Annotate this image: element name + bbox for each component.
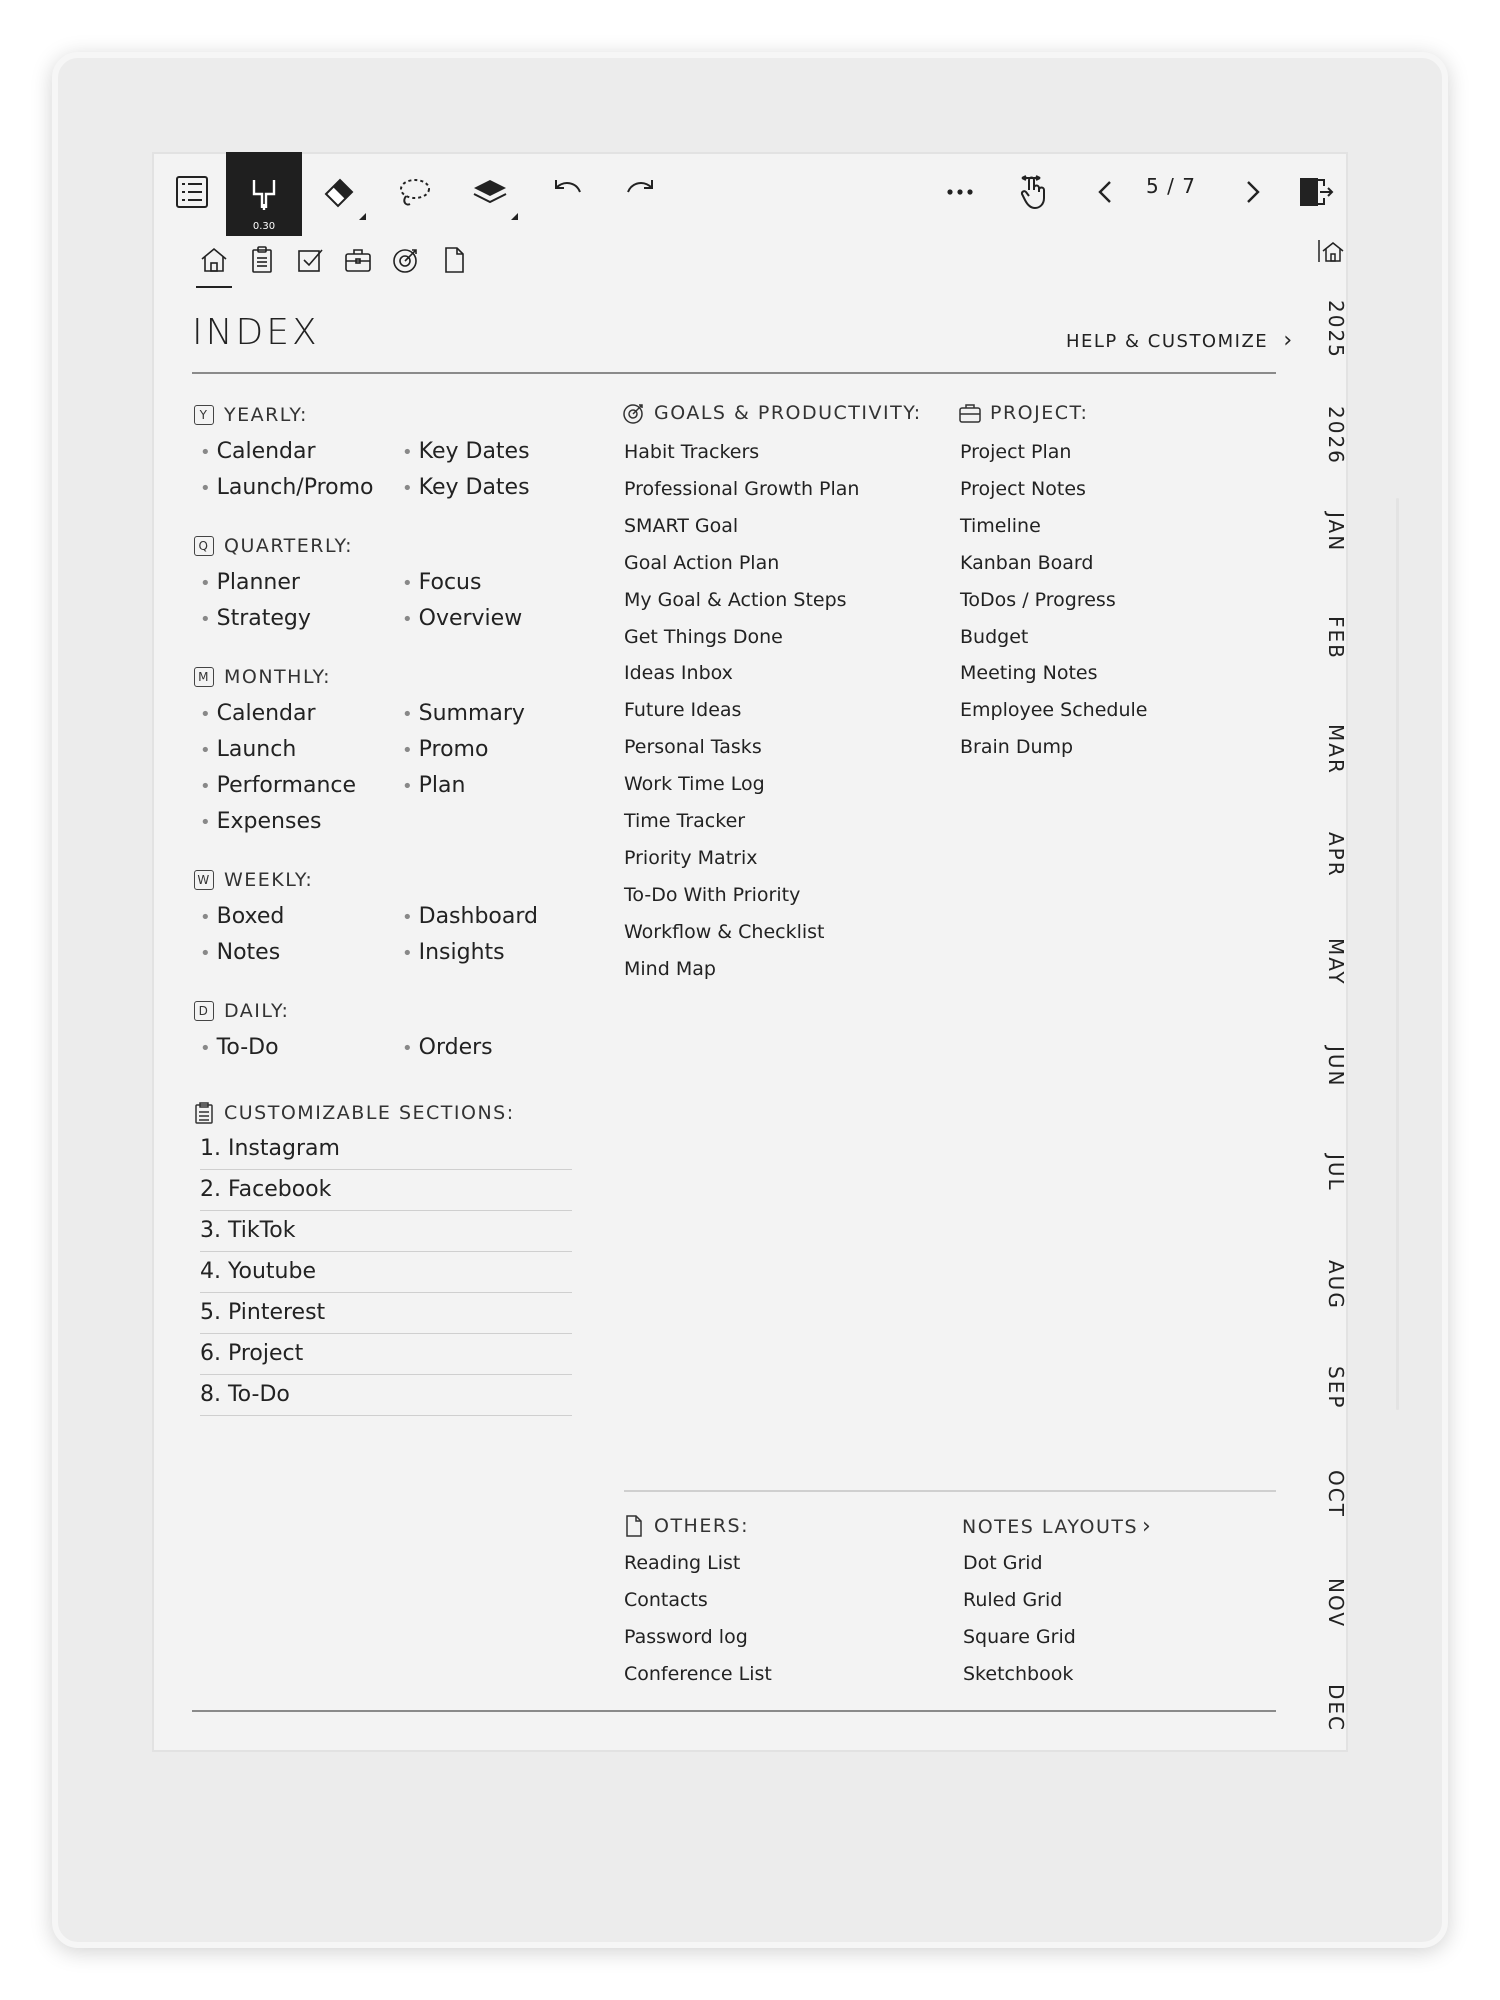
- project-item-link[interactable]: Brain Dump: [960, 736, 1074, 759]
- yearly-key-dates-2-link[interactable]: • Key Dates: [402, 475, 530, 500]
- goals-item-link[interactable]: Mind Map: [624, 957, 716, 980]
- section-tabs: [192, 238, 476, 292]
- briefcase-icon: [958, 401, 982, 425]
- layers-options-icon: [511, 213, 518, 220]
- yearly-key-dates-link[interactable]: • Key Dates: [402, 439, 530, 464]
- screen: [152, 152, 1348, 1752]
- project-item-link[interactable]: Kanban Board: [960, 551, 1094, 574]
- monthly-calendar-link[interactable]: • Calendar: [200, 701, 316, 726]
- custom-section-3[interactable]: 3. TikTok: [200, 1212, 572, 1252]
- quarterly-focus-link[interactable]: • Focus: [402, 570, 481, 595]
- goals-item-link[interactable]: SMART Goal: [624, 514, 739, 537]
- monthly-expenses-link[interactable]: • Expenses: [200, 809, 321, 834]
- side-nav-item[interactable]: 2025: [1324, 300, 1348, 359]
- calendar-d-icon: D: [192, 999, 216, 1023]
- goals-item-link[interactable]: Habit Trackers: [624, 441, 760, 463]
- redo-icon: [622, 172, 662, 212]
- weekly-notes-link[interactable]: • Notes: [200, 940, 280, 965]
- toolbar: [152, 152, 1348, 236]
- document-icon: [438, 244, 470, 276]
- briefcase-icon: [342, 244, 374, 276]
- others-item-link[interactable]: Reading List: [624, 1552, 741, 1574]
- calendar-q-icon: Q: [192, 534, 216, 558]
- chevron-right-icon: ›: [1142, 1514, 1153, 1539]
- side-nav-item[interactable]: APR: [1324, 832, 1348, 878]
- side-nav-item[interactable]: FEB: [1324, 616, 1348, 660]
- project-item-link[interactable]: Project Notes: [960, 477, 1086, 500]
- goals-item-link[interactable]: My Goal & Action Steps: [624, 588, 847, 611]
- goals-item-link[interactable]: Priority Matrix: [624, 846, 758, 869]
- goals-heading: GOALS & PRODUCTIVITY:: [622, 401, 922, 425]
- side-nav-item[interactable]: 2026: [1324, 406, 1348, 465]
- pen-size: 0.30: [252, 221, 276, 232]
- side-nav-item[interactable]: JUN: [1324, 1046, 1348, 1088]
- page-current: 5: [1146, 174, 1160, 198]
- side-nav-item[interactable]: JUL: [1324, 1154, 1348, 1192]
- side-nav-item[interactable]: MAR: [1324, 724, 1348, 775]
- footer-divider: [192, 1710, 1276, 1712]
- hand-icon: [1014, 172, 1054, 212]
- monthly-performance-link[interactable]: • Performance: [200, 773, 356, 798]
- side-nav-item[interactable]: MAY: [1324, 938, 1348, 986]
- custom-section-4[interactable]: 4. Youtube: [200, 1253, 572, 1293]
- goals-item-link[interactable]: Get Things Done: [624, 625, 783, 648]
- quarterly-planner-link[interactable]: • Planner: [200, 570, 300, 595]
- yearly-launch-promo-link[interactable]: • Launch/Promo: [200, 475, 374, 500]
- calendar-y-icon: Y: [192, 403, 216, 427]
- chevron-right-icon: ›: [1283, 328, 1294, 353]
- chevron-left-icon: [1086, 172, 1126, 212]
- touch-button[interactable]: [1004, 162, 1064, 222]
- more-button[interactable]: [930, 162, 990, 222]
- yearly-calendar-link[interactable]: • Calendar: [200, 439, 316, 464]
- monthly-promo-link[interactable]: • Promo: [402, 737, 488, 762]
- others-divider: [624, 1490, 1276, 1492]
- tab-clipboard[interactable]: [240, 238, 284, 282]
- clipboard-icon: [246, 244, 278, 276]
- page-indicator[interactable]: [1146, 174, 1196, 198]
- notes-layout-item-link[interactable]: Ruled Grid: [963, 1589, 1063, 1611]
- project-heading: PROJECT:: [958, 401, 1088, 425]
- clipboard-icon: [192, 1101, 216, 1125]
- side-nav-item[interactable]: AUG: [1324, 1260, 1348, 1310]
- calendar-m-icon: M: [192, 665, 216, 689]
- goals-item-link[interactable]: Time Tracker: [624, 810, 746, 832]
- side-nav-item[interactable]: NOV: [1324, 1578, 1348, 1629]
- goals-item-link[interactable]: Personal Tasks: [624, 736, 762, 759]
- undo-button[interactable]: [536, 162, 596, 222]
- target-icon: [390, 244, 422, 276]
- header-divider: [192, 372, 1276, 374]
- tab-checklist[interactable]: [288, 238, 332, 282]
- notes-layout-item-link[interactable]: Sketchbook: [963, 1663, 1074, 1685]
- layers-button[interactable]: [460, 162, 520, 222]
- others-heading: OTHERS:: [622, 1514, 749, 1538]
- eraser-options-icon: [359, 213, 366, 220]
- goals-item-link[interactable]: To-Do With Priority: [624, 883, 801, 906]
- others-item-link[interactable]: Contacts: [624, 1589, 708, 1611]
- lasso-button[interactable]: [384, 162, 444, 222]
- weekly-heading: W WEEKLY:: [192, 868, 313, 892]
- custom-section-6[interactable]: 6. Project: [200, 1335, 572, 1375]
- next-page-button[interactable]: [1222, 162, 1282, 222]
- tab-home[interactable]: [192, 238, 236, 282]
- project-item-link[interactable]: Employee Schedule: [960, 699, 1148, 722]
- side-nav: [1312, 152, 1348, 1752]
- checkbox-icon: [294, 244, 326, 276]
- chevron-right-icon: [1232, 172, 1272, 212]
- yearly-heading: Y YEARLY:: [192, 403, 308, 427]
- quarterly-strategy-link[interactable]: • Strategy: [200, 606, 311, 631]
- pen-icon: [244, 174, 284, 214]
- quarterly-overview-link[interactable]: • Overview: [402, 606, 522, 631]
- project-item-link[interactable]: ToDos / Progress: [960, 588, 1116, 611]
- goals-item-link[interactable]: Workflow & Checklist: [624, 920, 825, 943]
- layers-icon: [470, 172, 510, 212]
- help-label: HELP & CUSTOMIZE: [1066, 331, 1269, 352]
- monthly-launch-link[interactable]: • Launch: [200, 737, 296, 762]
- side-nav-item[interactable]: OCT: [1324, 1470, 1348, 1518]
- tab-others[interactable]: [432, 238, 476, 282]
- page-title: INDEX: [192, 312, 320, 353]
- home-icon: [198, 244, 230, 276]
- list-icon: [172, 172, 212, 212]
- customizable-heading: CUSTOMIZABLE SECTIONS:: [192, 1101, 515, 1125]
- document-icon: [622, 1514, 646, 1538]
- goals-item-link[interactable]: Professional Growth Plan: [624, 477, 860, 500]
- goals-item-link[interactable]: Work Time Log: [624, 773, 765, 796]
- side-nav-item[interactable]: JAN: [1324, 512, 1348, 553]
- daily-todo-link[interactable]: • To-Do: [200, 1035, 279, 1060]
- goals-item-link[interactable]: Goal Action Plan: [624, 551, 780, 574]
- others-item-link[interactable]: Conference List: [624, 1663, 772, 1685]
- notes-layouts-link[interactable]: NOTES LAYOUTS ›: [962, 1514, 1153, 1539]
- target-icon: [622, 401, 646, 425]
- page-total: 7: [1182, 174, 1196, 198]
- project-item-link[interactable]: Meeting Notes: [960, 662, 1098, 685]
- project-item-link[interactable]: Project Plan: [960, 441, 1072, 463]
- project-item-link[interactable]: Timeline: [960, 514, 1041, 537]
- notes-layout-item-link[interactable]: Dot Grid: [963, 1552, 1043, 1574]
- prev-page-button[interactable]: [1076, 162, 1136, 222]
- goals-item-link[interactable]: Ideas Inbox: [624, 662, 733, 685]
- page-separator: /: [1167, 174, 1175, 198]
- undo-icon: [546, 172, 586, 212]
- quarterly-heading: Q QUARTERLY:: [192, 534, 353, 558]
- daily-heading: D DAILY:: [192, 999, 289, 1023]
- tab-project[interactable]: [336, 238, 380, 282]
- custom-section-1[interactable]: 1. Instagram: [200, 1130, 572, 1170]
- eraser-button[interactable]: [308, 162, 368, 222]
- side-nav-item[interactable]: DEC: [1324, 1684, 1348, 1733]
- device-side-strip: [1396, 498, 1399, 1410]
- weekly-insights-link[interactable]: • Insights: [402, 940, 505, 965]
- custom-section-2[interactable]: 2. Facebook: [200, 1171, 572, 1211]
- notes-layout-item-link[interactable]: Square Grid: [963, 1626, 1076, 1648]
- redo-button[interactable]: [612, 162, 672, 222]
- custom-section-8[interactable]: 8. To-Do: [200, 1376, 572, 1416]
- weekly-boxed-link[interactable]: • Boxed: [200, 904, 284, 929]
- others-item-link[interactable]: Password log: [624, 1626, 748, 1648]
- daily-orders-link[interactable]: • Orders: [402, 1035, 493, 1060]
- eraser-icon: [318, 172, 358, 212]
- custom-section-5[interactable]: 5. Pinterest: [200, 1294, 572, 1334]
- monthly-summary-link[interactable]: • Summary: [402, 701, 525, 726]
- side-nav-item[interactable]: SEP: [1324, 1366, 1348, 1410]
- tab-goals[interactable]: [384, 238, 428, 282]
- help-customize-link[interactable]: [1066, 328, 1294, 353]
- toc-button[interactable]: [162, 162, 222, 222]
- monthly-heading: M MONTHLY:: [192, 665, 331, 689]
- monthly-plan-link[interactable]: • Plan: [402, 773, 465, 798]
- goals-item-link[interactable]: Future Ideas: [624, 699, 742, 722]
- pen-button[interactable]: [226, 152, 302, 236]
- project-item-link[interactable]: Budget: [960, 625, 1029, 648]
- weekly-dashboard-link[interactable]: • Dashboard: [402, 904, 538, 929]
- more-icon: [940, 172, 980, 212]
- lasso-icon: [394, 172, 434, 212]
- calendar-w-icon: W: [192, 868, 216, 892]
